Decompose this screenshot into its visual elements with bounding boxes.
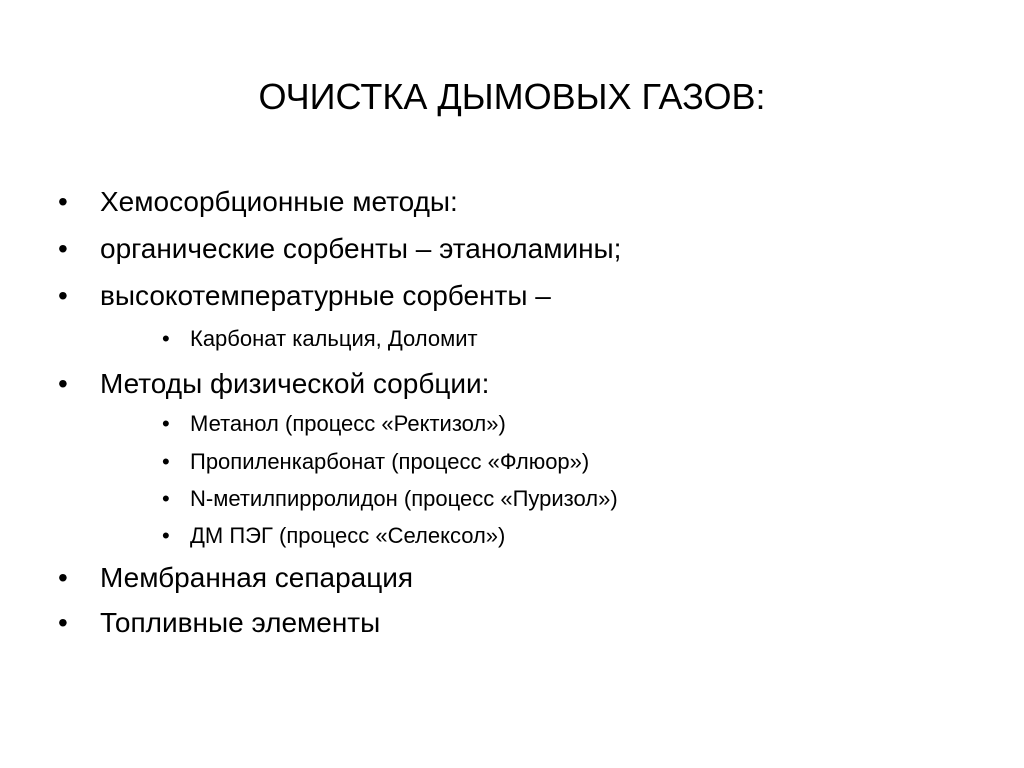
bullet-icon: • bbox=[58, 186, 68, 217]
bullet-icon: • bbox=[162, 523, 170, 548]
list-item-text: Топливные элементы bbox=[100, 607, 381, 638]
sublist-item-n-methylpyrrolidone bbox=[162, 485, 618, 513]
bullet-icon: • bbox=[162, 326, 170, 351]
list-item-organic-sorbents bbox=[58, 233, 622, 265]
list-item-fuel-cells bbox=[58, 607, 381, 639]
sublist-item-methanol bbox=[162, 410, 506, 438]
list-item-high-temperature-sorbents bbox=[58, 280, 551, 312]
list-item-text: Мембранная сепарация bbox=[100, 562, 414, 593]
bullet-icon: • bbox=[162, 411, 170, 436]
bullet-icon: • bbox=[162, 449, 170, 474]
list-item-text: N-метилпирролидон (процесс «Пуризол») bbox=[190, 486, 618, 511]
slide-title: ОЧИСТКА ДЫМОВЫХ ГАЗОВ: bbox=[258, 76, 766, 117]
sublist-item-dm-peg bbox=[162, 522, 506, 550]
bullet-icon: • bbox=[58, 233, 68, 264]
list-item-text: Методы физической сорбции: bbox=[100, 368, 490, 399]
list-item-text: Метанол (процесс «Ректизол») bbox=[190, 411, 506, 436]
bullet-icon: • bbox=[58, 607, 68, 638]
bullet-icon: • bbox=[58, 562, 68, 593]
list-item-text: ДМ ПЭГ (процесс «Селексол») bbox=[190, 523, 506, 548]
sublist-item-calcium-carbonate bbox=[162, 325, 478, 353]
list-item-physical-sorption bbox=[58, 368, 490, 400]
list-item-text: Хемосорбционные методы: bbox=[100, 186, 458, 217]
list-item-text: органические сорбенты – этаноламины; bbox=[100, 233, 622, 264]
list-item-chemisorption-methods bbox=[58, 186, 458, 218]
sublist-item-propylene-carbonate bbox=[162, 448, 590, 476]
bullet-icon: • bbox=[162, 486, 170, 511]
bullet-icon: • bbox=[58, 280, 68, 311]
list-item-text: высокотемпературные сорбенты – bbox=[100, 280, 551, 311]
list-item-text: Карбонат кальция, Доломит bbox=[190, 326, 478, 351]
list-item-membrane-separation bbox=[58, 562, 414, 594]
bullet-icon: • bbox=[58, 368, 68, 399]
list-item-text: Пропиленкарбонат (процесс «Флюор») bbox=[190, 449, 590, 474]
